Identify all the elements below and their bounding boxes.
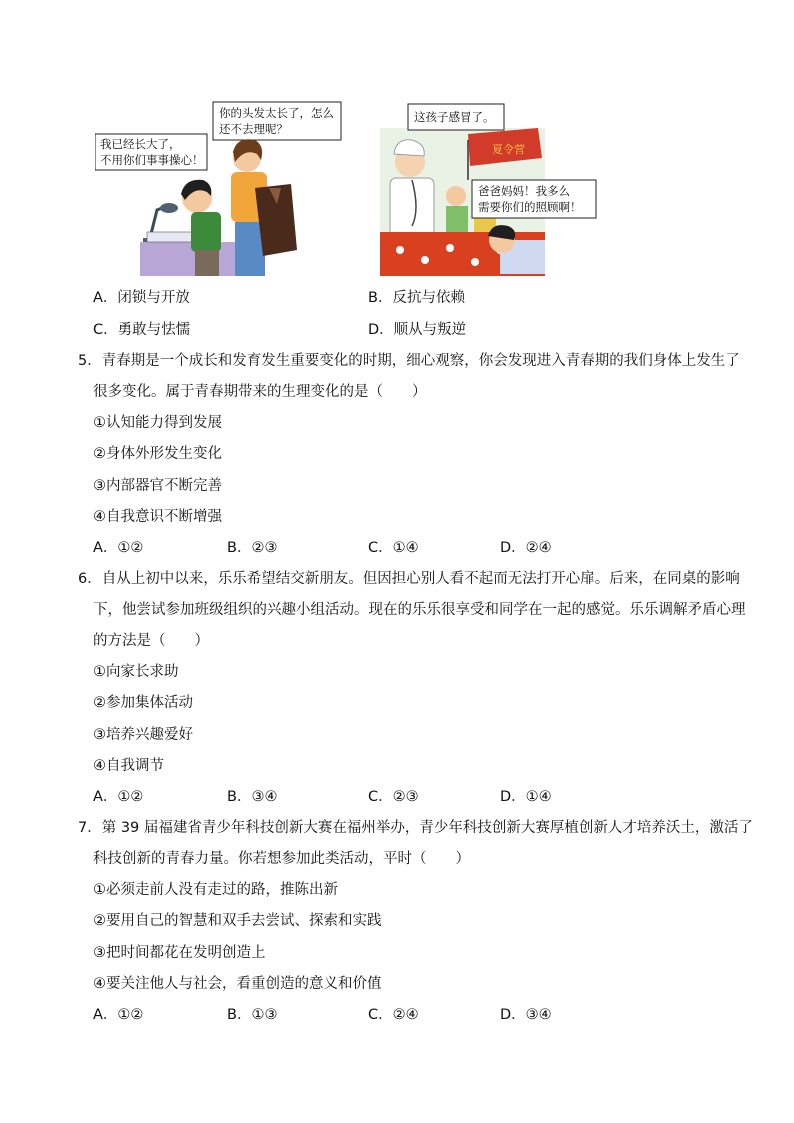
q4-option-d[interactable]: D．顺从与叛逆 <box>368 322 467 338</box>
q7-item-4: ④要关注他人与社会，看重创造的意义和价值 <box>93 976 382 992</box>
boy-bubble-line1: 我已经长大了， <box>100 137 181 151</box>
q6-item-1: ①向家长求助 <box>93 664 179 680</box>
q4-option-b[interactable]: B．反抗与依赖 <box>368 290 465 306</box>
q7-stem-line2: 科技创新的青春力量。你若想参加此类活动，平时（ ） <box>93 851 470 867</box>
q5-option-c[interactable]: C．①④ <box>368 540 419 556</box>
cartoon-left <box>95 100 345 276</box>
kid-bubble-line1: 爸爸妈妈！我多么 <box>478 184 570 198</box>
q7-option-d[interactable]: D．③④ <box>500 1007 552 1023</box>
mom-bubble-line1: 你的头发太长了，怎么 <box>219 106 334 120</box>
q6-stem-line1: 6．自从上初中以来，乐乐希望结交新朋友。但因担心别人看不起而无法打开心扉。后来，在同桌的影响 <box>78 571 740 587</box>
q6-item-2: ②参加集体活动 <box>93 695 193 711</box>
q5-item-2: ②身体外形发生变化 <box>93 446 222 462</box>
q5-item-1: ①认知能力得到发展 <box>93 415 222 431</box>
q7-item-1: ①必须走前人没有走过的路，推陈出新 <box>93 882 338 898</box>
q5-option-d[interactable]: D．②④ <box>500 540 552 556</box>
q5-stem-line2: 很多变化。属于青春期带来的生理变化的是（ ） <box>93 384 427 400</box>
boy-bubble-line2: 不用你们事事操心！ <box>100 153 204 167</box>
q6-item-3: ③培养兴趣爱好 <box>93 727 193 743</box>
flag-text: 夏令营 <box>492 143 525 156</box>
q7-option-b[interactable]: B．①③ <box>227 1007 278 1023</box>
q7-item-3: ③把时间都花在发明创造上 <box>93 945 266 961</box>
q6-stem-line3: 的方法是（ ） <box>93 633 209 649</box>
q6-option-a[interactable]: A．①② <box>93 789 144 805</box>
q4-option-c[interactable]: C．勇敢与怯懦 <box>93 322 191 338</box>
q4-option-a[interactable]: A．闭锁与开放 <box>93 290 190 306</box>
q6-option-b[interactable]: B．③④ <box>227 789 278 805</box>
q7-item-2: ②要用自己的智慧和双手去尝试、探索和实践 <box>93 913 382 929</box>
q5-item-4: ④自我意识不断增强 <box>93 509 222 525</box>
q6-stem-line2: 下，他尝试参加班级组织的兴趣小组活动。现在的乐乐很享受和同学在一起的感觉。乐乐调解矛盾心理 <box>93 602 746 618</box>
q7-option-c[interactable]: C．②④ <box>368 1007 419 1023</box>
mom-bubble-line2: 还不去理呢？ <box>219 122 288 136</box>
q5-stem-line1: 5．青春期是一个成长和发育发生重要变化的时期，细心观察，你会发现进入青春期的我们身体上发生了 <box>78 353 740 369</box>
q5-option-a[interactable]: A．①② <box>93 540 144 556</box>
kid-bubble-line2: 需要你们的照顾啊！ <box>478 200 582 214</box>
q7-option-a[interactable]: A．①② <box>93 1007 144 1023</box>
q7-stem-line1: 7．第 39 届福建省青少年科技创新大赛在福州举办，青少年科技创新大赛厚植创新人才培养沃土，激活了 <box>78 820 753 836</box>
q6-option-d[interactable]: D．①④ <box>500 789 552 805</box>
q5-item-3: ③内部器官不断完善 <box>93 478 222 494</box>
q6-option-c[interactable]: C．②③ <box>368 789 419 805</box>
q6-item-4: ④自我调节 <box>93 758 164 774</box>
cartoon-right <box>380 100 600 276</box>
q5-option-b[interactable]: B．②③ <box>227 540 278 556</box>
doctor-bubble: 这孩子感冒了。 <box>414 110 495 124</box>
